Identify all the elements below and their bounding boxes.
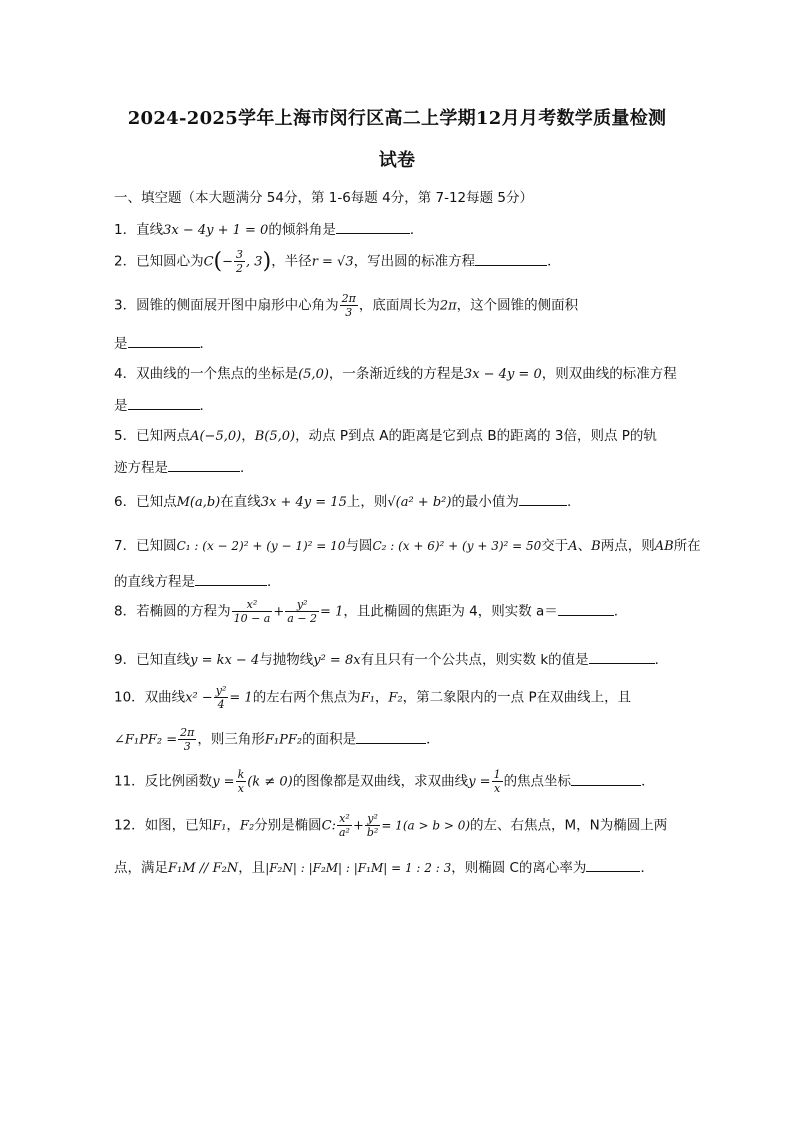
q6-text-a: 已知点 — [136, 494, 177, 510]
answer-blank[interactable] — [571, 773, 641, 786]
frac-num: k — [237, 768, 245, 781]
question-10-continuation — [114, 726, 440, 753]
question-12-continuation — [114, 856, 654, 876]
q5-text-b: ， — [241, 428, 255, 444]
q9-math-line: y = kx − 4 — [190, 653, 260, 668]
q7-end: ． — [267, 574, 281, 590]
question-10 — [114, 684, 684, 711]
q5-text-c: ，动点 P到点 A的距离是它到点 B的距离的 3倍，则点 P的轨 — [295, 428, 657, 444]
q11-math-y2: y = — [468, 774, 491, 790]
q2-math-radius: r = √3 — [311, 254, 354, 270]
q11-text-c: 的焦点坐标 — [503, 773, 572, 790]
q7-text-b: 与圆 — [345, 538, 373, 554]
q9-text-b: 与抛物线 — [259, 652, 314, 668]
q7-line2: 的直线方程是 — [114, 574, 195, 590]
q5-math-a: A(−5,0) — [190, 429, 242, 444]
q3-fraction — [340, 292, 358, 319]
q12-fraction-2 — [365, 812, 380, 839]
q2-math-center: C — [203, 254, 214, 270]
question-number: 5． — [114, 428, 137, 444]
q10-text-l2b: 的面积是 — [302, 731, 357, 748]
q2-math-y: , 3 — [246, 254, 263, 270]
q12-math-cond: = 1(a > b > 0) — [381, 818, 471, 833]
question-number: 11． — [114, 773, 145, 790]
q12-math-c: C: — [321, 818, 336, 834]
q10-text-l2a: ，则三角形 — [197, 731, 265, 748]
question-number: 7． — [114, 538, 137, 554]
q12-math-parallel: F₁M // F₂N — [168, 861, 239, 876]
q8-text-a: 若椭圆的方程为 — [136, 603, 231, 620]
plus-sign: + — [352, 818, 364, 834]
question-number: 1． — [114, 222, 137, 238]
q10-math-f1: F₁ — [360, 690, 375, 706]
q10-angle-fraction — [178, 726, 196, 753]
question-5-continuation — [114, 456, 254, 476]
q4-math-asymptote: 3x − 4y = 0 — [463, 367, 542, 382]
answer-blank[interactable] — [558, 603, 614, 616]
question-number: 4． — [114, 366, 137, 382]
question-6 — [114, 490, 684, 510]
q10-math-angle: ∠F₁PF₂ = — [114, 732, 178, 748]
frac-num: 3 — [236, 248, 244, 261]
q11-text-b: 的图像都是双曲线，求双曲线 — [292, 773, 469, 790]
question-number: 3． — [114, 297, 137, 314]
frac-den: 3 — [345, 306, 353, 319]
q3-line2: 是 — [114, 336, 128, 352]
q7-text-a: 已知圆 — [136, 538, 177, 554]
q7-math-ab: AB — [654, 539, 674, 554]
q9-text-c: 有且只有一个公共点，则实数 k的值是 — [360, 652, 589, 668]
q10-text-d: ，第二象限内的一点 P在双曲线上，且 — [402, 689, 632, 706]
plus-sign: + — [273, 604, 285, 620]
q11-fraction-2 — [492, 768, 503, 795]
question-9 — [114, 648, 684, 668]
q11-fraction-1 — [236, 768, 247, 795]
q8-math-eq: = 1 — [320, 604, 344, 620]
q11-text-a: 反比例函数 — [144, 773, 213, 790]
q7-math-a: A — [568, 539, 578, 554]
frac-den: 3 — [183, 740, 191, 753]
minus-sign: − — [222, 254, 234, 270]
frac-num: y² — [215, 684, 227, 697]
q6-text-b: 在直线 — [220, 494, 261, 510]
q7-text-e: 两点，则 — [600, 538, 655, 554]
answer-blank[interactable] — [475, 253, 547, 266]
answer-blank[interactable] — [168, 459, 240, 472]
right-paren: ) — [262, 249, 272, 274]
q12-math-f1: F₁ — [212, 818, 227, 834]
q5-line2: 迹方程是 — [114, 460, 168, 476]
q4-math-focus: (5,0) — [298, 367, 329, 382]
q10-end: ． — [426, 731, 440, 748]
frac-den: x — [237, 782, 244, 795]
q10-text-b: 的左右两个焦点为 — [252, 689, 361, 706]
question-7 — [114, 534, 701, 554]
q8-end: . — [613, 603, 619, 620]
answer-blank[interactable] — [128, 397, 200, 410]
q9-math-parabola: y² = 8x — [313, 653, 361, 668]
section-heading: 一、填空题（本大题满分 54分，第 1-6每题 4分，第 7-12每题 5分） — [114, 190, 534, 206]
q8-fraction-1 — [232, 598, 273, 625]
q5-end: ． — [240, 460, 254, 476]
q4-line2: 是 — [114, 398, 128, 414]
q7-math-b: B — [591, 539, 601, 554]
exam-title-line1: 2024-2025学年上海市闵行区高二上学期12月月考数学质量检测 — [127, 108, 667, 129]
q2-end: ． — [547, 253, 561, 270]
frac-num: 1 — [493, 768, 501, 781]
q2-fraction — [234, 248, 245, 275]
q6-end: . — [566, 494, 572, 510]
question-7-continuation — [114, 570, 281, 590]
question-8 — [114, 598, 684, 625]
question-11 — [114, 768, 684, 795]
question-1 — [114, 218, 684, 238]
question-4 — [114, 362, 684, 382]
q10-text-c: ， — [374, 689, 389, 706]
question-number: 12． — [114, 817, 145, 834]
q10-math-x2: x² − — [185, 690, 213, 706]
q9-end: ． — [654, 652, 669, 668]
q2-text-c: ，写出圆的标准方程 — [353, 253, 476, 270]
frac-num: y² — [365, 812, 380, 826]
q12-text-d: 的左、右焦点，M，N为椭圆上两 — [470, 817, 668, 834]
q10-math-f2: F₂ — [388, 690, 403, 706]
q6-text-c: 上，则 — [346, 494, 388, 510]
q8-text-b: ，且此椭圆的焦距为 4，则实数 a＝ — [343, 603, 558, 620]
q1-text-b: 的倾斜角是 — [268, 222, 336, 238]
q12-end: ． — [640, 860, 654, 876]
q7-math-c2: C₂ : (x + 6)² + (y + 3)² = 50 — [372, 539, 542, 553]
answer-blank[interactable] — [519, 493, 567, 506]
q5-math-b: B(5,0) — [254, 429, 296, 444]
q10-math-eq: = 1 — [229, 690, 253, 706]
question-3-continuation — [114, 332, 213, 352]
frac-den: a − 2 — [287, 612, 318, 625]
q9-text-a: 已知直线 — [136, 652, 191, 668]
q12-text-b: ， — [226, 817, 240, 834]
q6-math-point: M(a,b) — [176, 495, 221, 510]
q12-math-ratio: |F₂N| : |F₂M| : |F₁M| = 1 : 2 : 3 — [265, 861, 452, 875]
q4-text-c: ，则双曲线的标准方程 — [541, 366, 677, 382]
q10-fraction — [214, 684, 229, 711]
frac-den: 10 − a — [233, 612, 271, 625]
q1-end: ． — [409, 222, 424, 238]
q1-text-a: 直线 — [136, 222, 164, 238]
answer-blank[interactable] — [195, 573, 267, 586]
frac-den: x — [493, 782, 501, 795]
answer-blank[interactable] — [128, 335, 200, 348]
q3-end: ． — [199, 336, 213, 352]
answer-blank[interactable] — [336, 221, 410, 234]
exam-title-line2: 试卷 — [378, 150, 416, 171]
question-3 — [114, 292, 684, 319]
answer-blank[interactable] — [586, 859, 640, 872]
q4-end: ． — [199, 398, 213, 414]
q6-math-line: 3x + 4y = 15 — [260, 495, 347, 510]
question-number: 6． — [114, 494, 137, 510]
question-number: 10． — [114, 689, 145, 706]
q6-text-d: 的最小值为 — [451, 494, 519, 510]
question-number: 9． — [114, 652, 137, 668]
frac-num: x² — [232, 598, 273, 612]
frac-den: 4 — [217, 698, 225, 711]
q10-math-triangle: F₁PF₂ — [264, 732, 303, 748]
frac-num: x² — [337, 812, 352, 826]
frac-den: b² — [366, 826, 379, 839]
question-number: 2． — [114, 253, 137, 270]
question-2 — [114, 248, 684, 275]
frac-den: 2 — [236, 262, 244, 275]
q4-text-a: 双曲线的一个焦点的坐标是 — [136, 366, 299, 382]
q2-text-b: ，半径 — [271, 253, 312, 270]
q5-text-a: 已知两点 — [136, 428, 191, 444]
frac-den: a² — [338, 826, 350, 839]
q12-text-l2b: ，且 — [238, 860, 266, 876]
q3-math-circ: 2π — [439, 298, 457, 314]
frac-num: 2π — [180, 726, 195, 739]
frac-num: 2π — [341, 292, 356, 305]
q7-text-d: 、 — [577, 538, 592, 554]
question-number: 8． — [114, 603, 137, 620]
q3-text-b: ，底面周长为 — [358, 297, 440, 314]
q7-text-f: 所在 — [673, 538, 701, 554]
q11-math-y: y = — [212, 774, 235, 790]
q12-text-a: 如图，已知 — [144, 817, 213, 834]
q12-text-l2a: 点，满足 — [114, 860, 168, 876]
q12-fraction-1 — [337, 812, 352, 839]
frac-num: y² — [285, 598, 319, 612]
q7-math-c1: C₁ : (x − 2)² + (y − 1)² = 10 — [176, 539, 346, 553]
q1-math-line: 3x − 4y + 1 = 0 — [163, 223, 269, 238]
q2-text-a: 已知圆心为 — [136, 253, 204, 270]
q11-math-cond: (k ≠ 0) — [247, 774, 293, 790]
q4-text-b: ，一条渐近线的方程是 — [328, 366, 464, 382]
answer-blank[interactable] — [356, 731, 426, 744]
q8-fraction-2 — [285, 598, 319, 625]
q12-text-l2c: ，则椭圆 C的离心率为 — [451, 860, 587, 876]
q11-end: ． — [641, 773, 655, 790]
q12-math-f2: F₂ — [239, 818, 255, 834]
q6-math-sqrt: √(a² + b²) — [387, 495, 452, 510]
q12-text-c: 分别是椭圆 — [254, 817, 322, 834]
answer-blank[interactable] — [589, 651, 655, 664]
question-5 — [114, 424, 684, 444]
q3-text-a: 圆锥的侧面展开图中扇形中心角为 — [136, 297, 339, 314]
question-4-continuation — [114, 394, 213, 414]
q10-text-a: 双曲线 — [144, 689, 186, 706]
q3-text-c: ，这个圆锥的侧面积 — [456, 297, 579, 314]
question-12 — [114, 812, 684, 839]
left-paren: ( — [213, 249, 223, 274]
q7-text-c: 交于 — [541, 538, 569, 554]
